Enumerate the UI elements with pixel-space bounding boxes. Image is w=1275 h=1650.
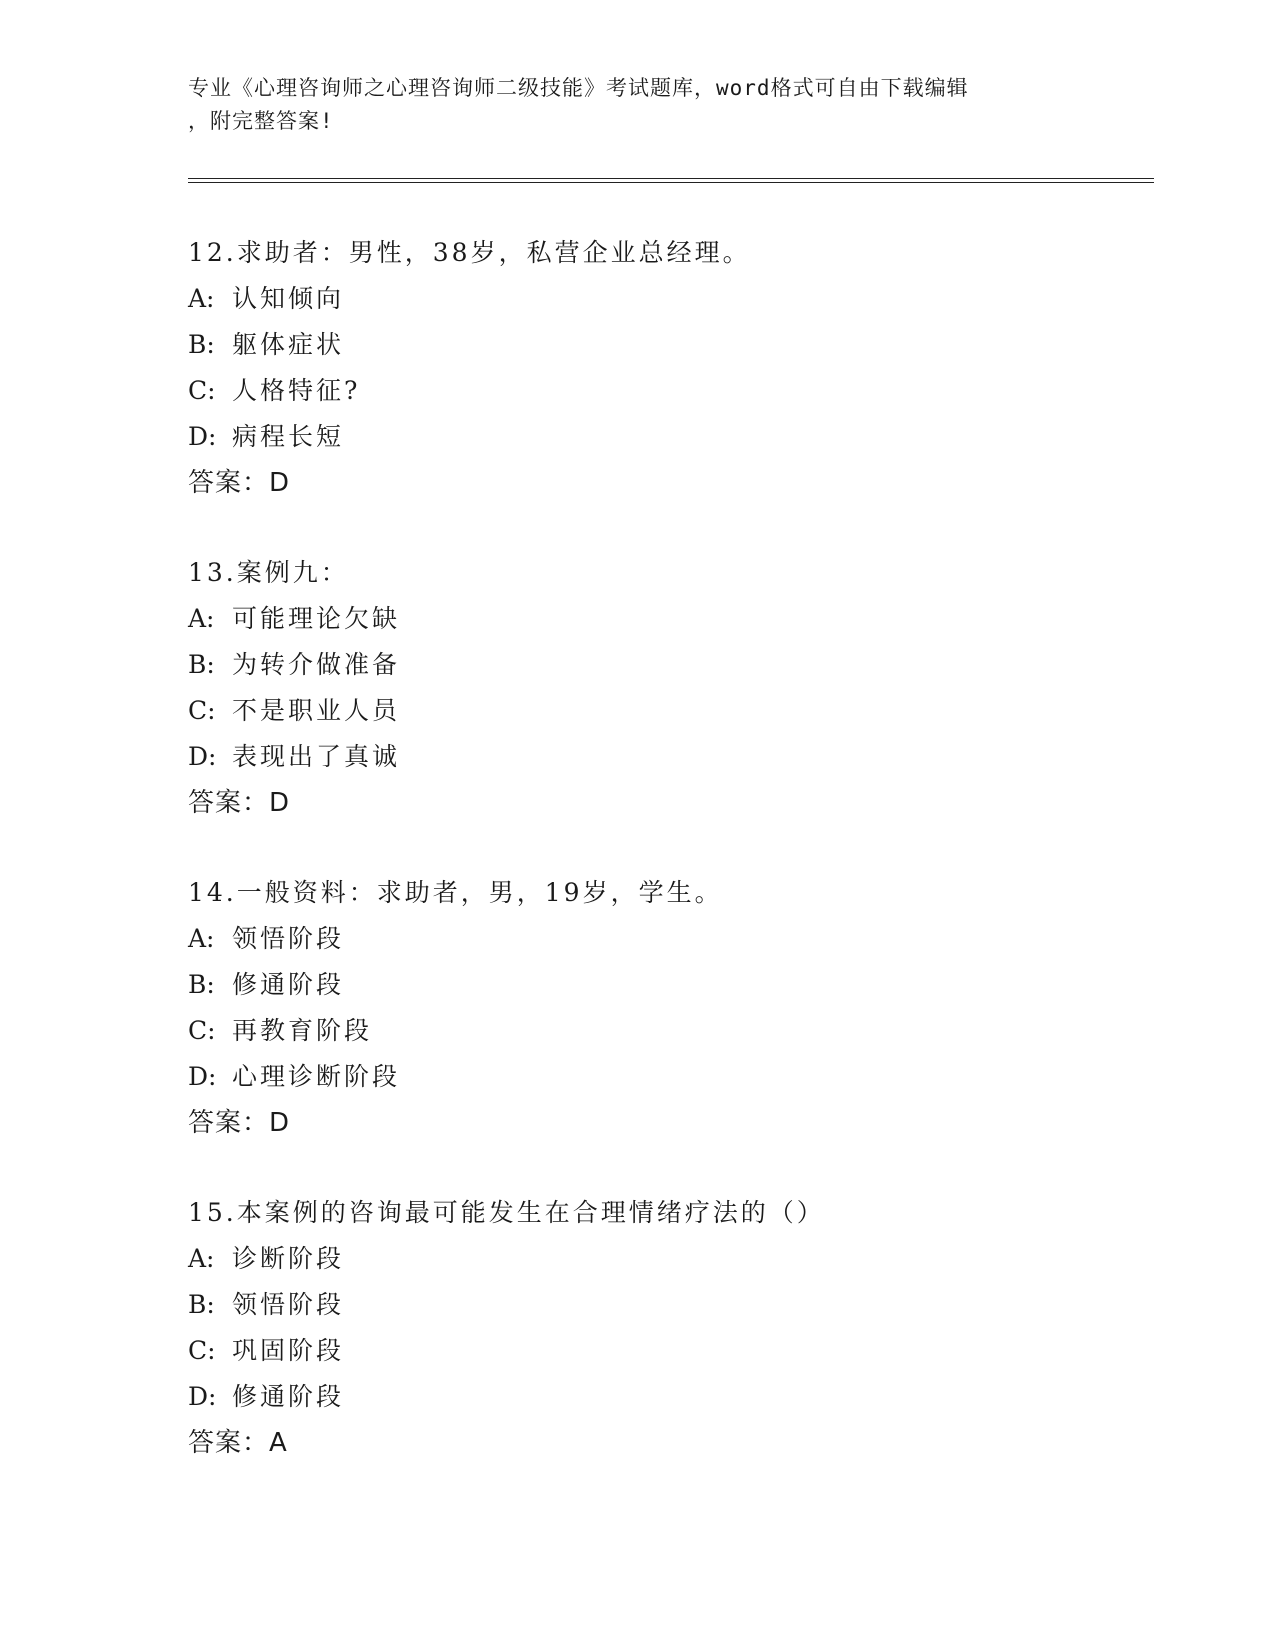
option-key: C: [188,1016,216,1045]
option-a [188,276,1148,322]
option-text: 领悟阶段 [232,1290,345,1319]
option-d [188,414,1148,460]
option-text: 可能理论欠缺 [232,604,401,633]
option-c [188,368,1148,414]
option-key: D: [188,742,217,771]
answer: 答案：D [188,788,291,818]
option-key: A: [188,924,215,953]
option-text: 领悟阶段 [232,924,345,953]
question-15 [188,1190,1148,1466]
option-key: C: [188,696,216,725]
option-key: A: [188,604,215,633]
option-text: 表现出了真诚 [232,742,401,771]
option-key: B: [188,1290,215,1319]
option-text: 巩固阶段 [232,1336,345,1365]
option-text: 病程长短 [232,422,345,451]
option-key: A: [188,1244,215,1273]
option-b [188,962,1148,1008]
question-stem: 13.案例九： [188,558,349,587]
answer: 答案：D [188,468,291,498]
answer: 答案：D [188,1108,291,1138]
option-key: C: [188,376,216,405]
option-key: D: [188,1382,217,1411]
option-key: B: [188,650,215,679]
option-c [188,1008,1148,1054]
question-stem: 12.求助者：男性，38岁，私营企业总经理。 [188,238,751,267]
option-b [188,322,1148,368]
option-a [188,596,1148,642]
question-14 [188,870,1148,1146]
option-text: 再教育阶段 [232,1016,373,1045]
option-b [188,1282,1148,1328]
option-c [188,1328,1148,1374]
header-divider-bottom [188,182,1154,183]
option-text: 心理诊断阶段 [232,1062,401,1091]
option-text: 认知倾向 [232,284,345,313]
option-key: B: [188,330,215,359]
answer: 答案：A [188,1428,288,1458]
question-13 [188,550,1148,826]
option-d [188,1374,1148,1420]
option-text: 为转介做准备 [232,650,401,679]
option-d [188,1054,1148,1100]
option-d [188,734,1148,780]
option-a [188,916,1148,962]
header-line-1: 专业《心理咨询师之心理咨询师二级技能》考试题库，word格式可自由下载编辑 [188,76,969,100]
option-key: C: [188,1336,216,1365]
header-divider-top [188,178,1154,179]
header-line-2: ，附完整答案! [188,109,334,133]
question-stem: 14.一般资料：求助者，男，19岁，学生。 [188,878,723,907]
option-text: 不是职业人员 [232,696,401,725]
option-text: 修通阶段 [232,1382,345,1411]
option-text: 躯体症状 [232,330,345,359]
option-key: D: [188,422,217,451]
option-a [188,1236,1148,1282]
question-stem: 15.本案例的咨询最可能发生在合理情绪疗法的（） [188,1198,825,1227]
document-header [188,72,1088,138]
option-key: D: [188,1062,217,1091]
option-key: B: [188,970,215,999]
option-b [188,642,1148,688]
option-text: 人格特征? [232,376,361,405]
option-text: 诊断阶段 [232,1244,345,1273]
question-12 [188,230,1148,506]
option-key: A: [188,284,215,313]
option-c [188,688,1148,734]
option-text: 修通阶段 [232,970,345,999]
